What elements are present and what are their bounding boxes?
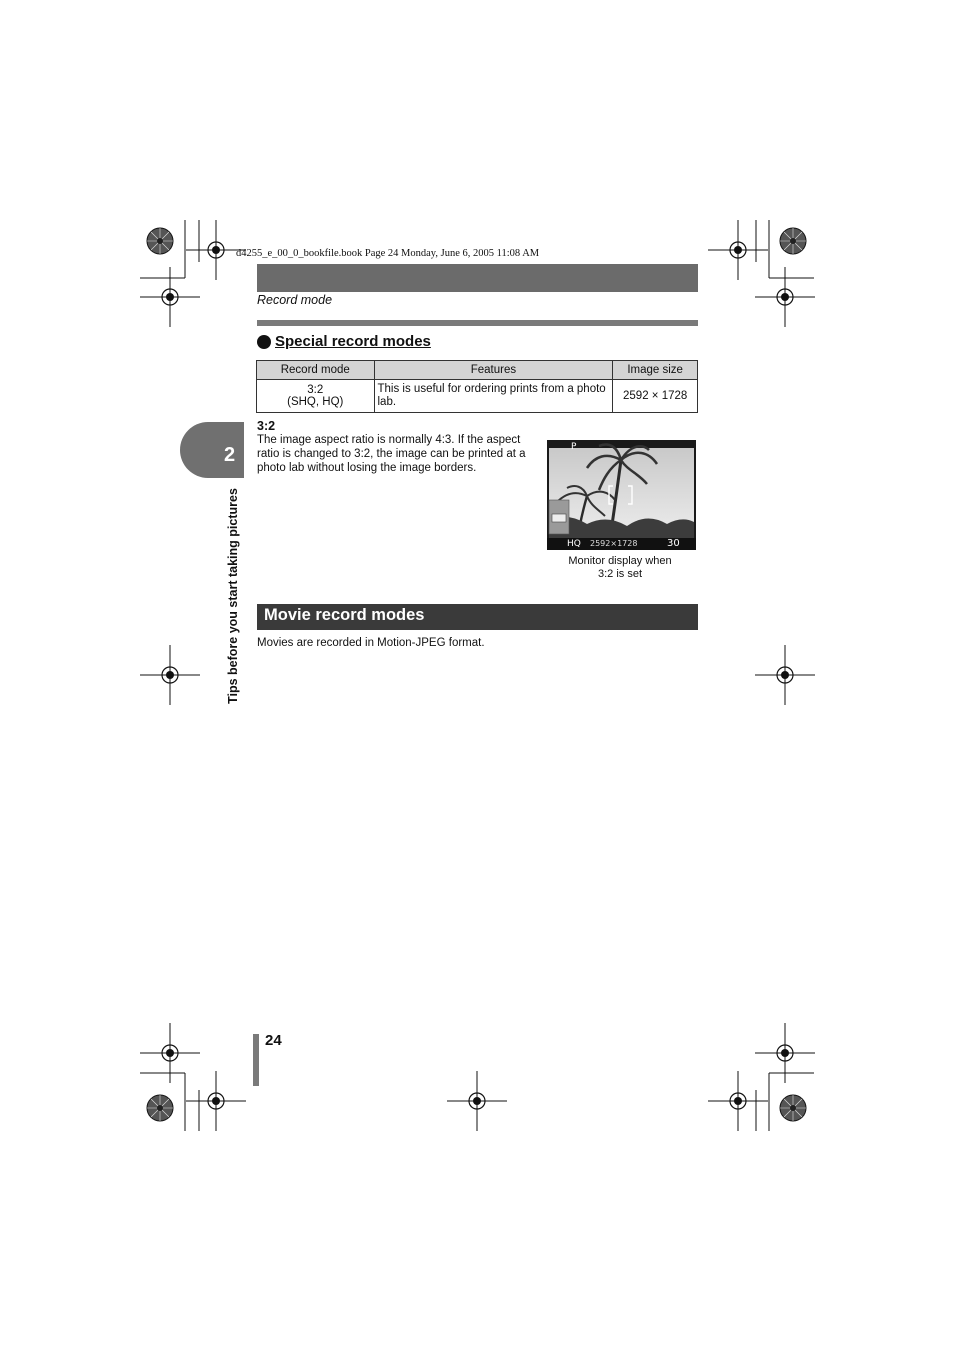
section-title: Special record modes [275,333,431,350]
bullet-icon [257,335,271,349]
caption-line: Monitor display when [568,555,672,567]
mode-quality: (SHQ, HQ) [287,396,344,408]
page-number-bar [253,1034,259,1086]
column-header: Record mode [257,361,375,380]
resolution-readout: 2592×1728 [590,539,638,548]
movie-section-title: Movie record modes [264,606,425,624]
record-mode-cell [257,380,375,413]
column-header: Features [374,361,613,380]
table-row [257,380,698,413]
image-size-cell: 2592 × 1728 [613,380,698,413]
description-paragraph: The image aspect ratio is normally 4:3. If the aspect ratio is changed to 3:2, the image can be printed at a photo lab without losing the image borders. [257,434,526,474]
mode-name: 3:2 [307,384,324,396]
caption-line: 3:2 is set [597,568,643,580]
record-mode-table [256,360,698,413]
quality-readout: HQ [567,539,581,549]
table-header-row [257,361,698,380]
section-rule [257,320,698,326]
features-cell: This is useful for ordering prints from a photo lab. [374,380,613,413]
book-file-info: d4255_e_00_0_bookfile.book Page 24 Monday, June 6, 2005 11:08 AM [236,248,540,259]
special-record-modes-heading [257,333,431,350]
chapter-title-vertical: Tips before you start taking pictures [226,488,240,704]
chapter-number: 2 [224,444,236,466]
column-header: Image size [613,361,698,380]
mode-glyph: P [571,442,577,452]
header-bar [257,264,698,292]
running-head: Record mode [257,293,333,307]
photo-caption [556,555,684,581]
monitor-display-photo [547,440,696,550]
subheading-3-2: 3:2 [257,419,276,433]
page-number: 24 [265,1032,282,1049]
frames-remaining-readout: 30 [667,538,680,549]
movie-section-text: Movies are recorded in Motion-JPEG format. [257,637,485,649]
